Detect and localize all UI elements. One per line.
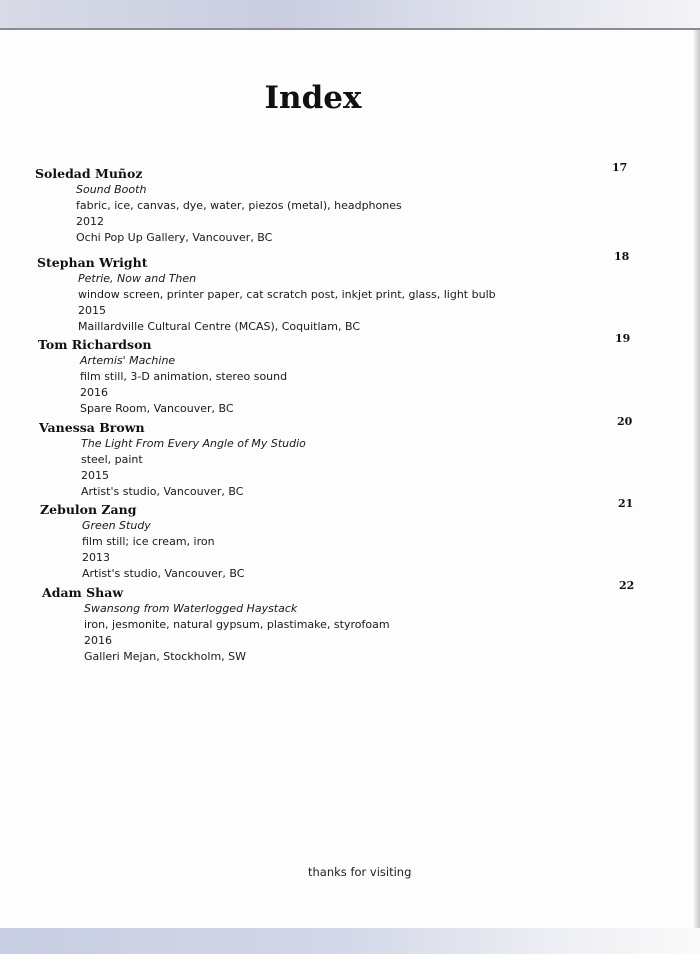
artist-name: Tom Richardson	[38, 337, 152, 352]
work-venue: Galleri Mejan, Stockholm, SW	[84, 650, 247, 663]
work-materials: film still; ice cream, iron	[82, 535, 215, 548]
entry-details	[76, 182, 402, 246]
page-number: 20	[617, 415, 633, 428]
entry-details	[78, 271, 496, 335]
work-venue: Ochi Pop Up Gallery, Vancouver, BC	[76, 231, 273, 244]
entry-details	[84, 601, 390, 665]
work-materials: iron, jesmonite, natural gypsum, plastimake, styrofoam	[84, 618, 390, 631]
work-venue: Spare Room, Vancouver, BC	[80, 402, 234, 415]
artist-name: Adam Shaw	[42, 585, 124, 600]
scan-edge-bottom	[0, 928, 700, 954]
index-entry	[37, 255, 496, 335]
work-year: 2012	[76, 215, 104, 228]
page-number: 21	[618, 497, 634, 510]
artist-name: Stephan Wright	[37, 255, 148, 270]
work-title: Green Study	[82, 519, 151, 532]
page-number: 18	[614, 250, 630, 263]
work-title: Petrie, Now and Then	[78, 272, 197, 285]
artist-name: Vanessa Brown	[39, 420, 145, 435]
work-title: Swansong from Waterlogged Haystack	[84, 602, 298, 615]
work-year: 2016	[80, 386, 108, 399]
work-title: Sound Booth	[76, 183, 147, 196]
index-entry	[35, 166, 402, 246]
artist-name: Zebulon Zang	[40, 502, 137, 517]
work-year: 2013	[82, 551, 110, 564]
page-number: 17	[612, 161, 628, 174]
entry-details	[82, 518, 244, 582]
index-entry	[42, 585, 390, 665]
page-title: Index	[264, 80, 362, 116]
index-entry	[39, 420, 306, 500]
entry-details	[80, 353, 287, 417]
page-edge-line	[0, 28, 700, 30]
scan-edge-right	[694, 30, 700, 930]
work-title: Artemis' Machine	[80, 354, 176, 367]
artist-name: Soledad Muñoz	[35, 166, 143, 181]
work-venue: Artist's studio, Vancouver, BC	[82, 567, 245, 580]
work-year: 2016	[84, 634, 112, 647]
scan-edge-top	[0, 0, 700, 28]
page-number: 19	[615, 332, 631, 345]
work-materials: window screen, printer paper, cat scratch post, inkjet print, glass, light bulb	[78, 288, 496, 301]
work-venue: Artist's studio, Vancouver, BC	[81, 485, 244, 498]
index-entry	[38, 337, 287, 417]
work-venue: Maillardville Cultural Centre (MCAS), Coquitlam, BC	[78, 320, 361, 333]
work-materials: steel, paint	[81, 453, 143, 466]
work-year: 2015	[78, 304, 106, 317]
work-materials: film still, 3-D animation, stereo sound	[80, 370, 288, 383]
index-entry	[40, 502, 244, 582]
work-title: The Light From Every Angle of My Studio	[81, 437, 306, 450]
footer-text: thanks for visiting	[308, 865, 412, 879]
page-number: 22	[619, 579, 635, 592]
entry-details	[81, 436, 306, 500]
work-year: 2015	[81, 469, 109, 482]
work-materials: fabric, ice, canvas, dye, water, piezos (metal), headphones	[76, 199, 402, 212]
